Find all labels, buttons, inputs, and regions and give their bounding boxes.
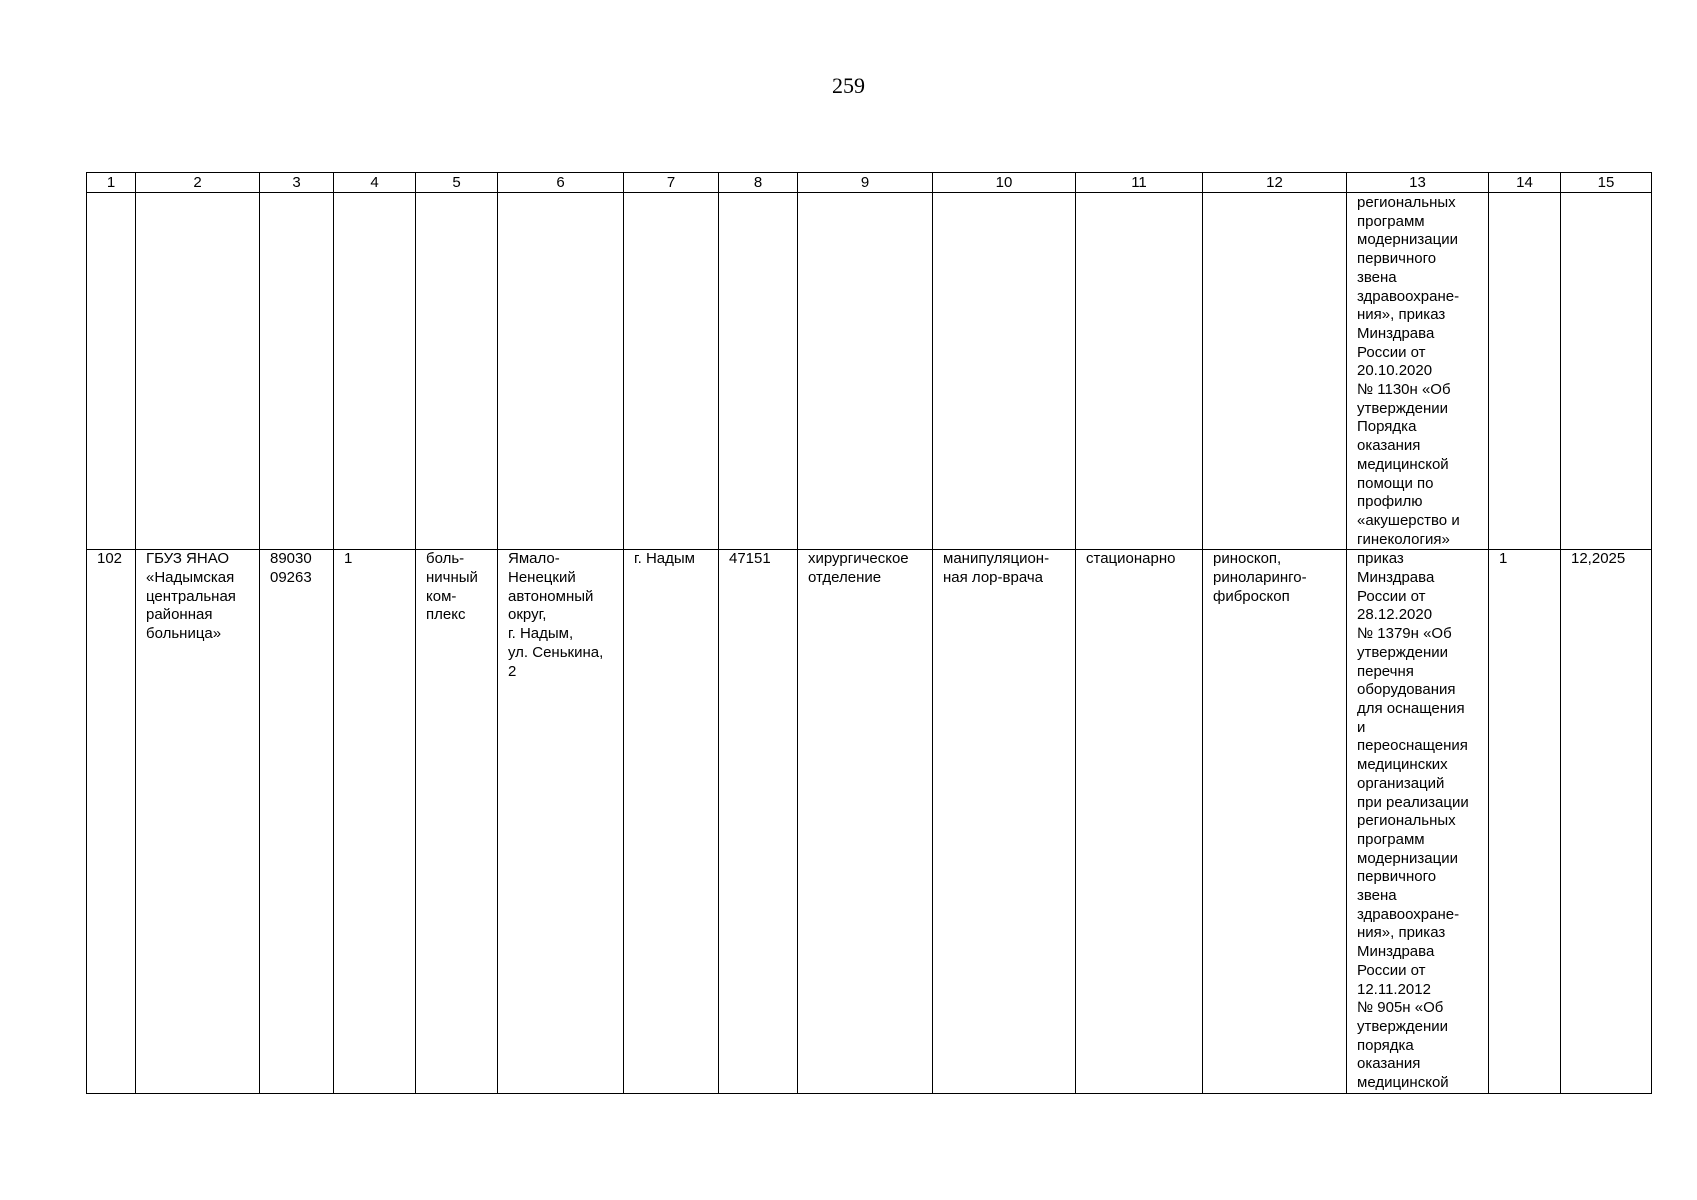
column-header: 14 (1489, 173, 1561, 193)
table-cell (933, 193, 1076, 550)
care-mode-cell: стационарно (1076, 550, 1203, 1093)
inn-cell: 89030 09263 (260, 550, 334, 1093)
city-cell: г. Надым (624, 550, 719, 1093)
table-cell (334, 193, 416, 550)
column-header: 11 (1076, 173, 1203, 193)
column-header: 13 (1347, 173, 1489, 193)
row-number-cell: 102 (87, 550, 136, 1093)
column-header: 1 (87, 173, 136, 193)
header-row (87, 173, 1652, 193)
organization-cell: ГБУЗ ЯНАО «Надымская центральная районная больница» (136, 550, 260, 1093)
column-header: 9 (798, 173, 933, 193)
table-cell (87, 193, 136, 550)
address-cell: Ямало- Ненецкий автономный округ, г. Надым, ул. Сенькина, 2 (498, 550, 624, 1093)
column-header: 8 (719, 173, 798, 193)
table-row-continuation (87, 193, 1652, 550)
table-cell (798, 193, 933, 550)
code-cell: 47151 (719, 550, 798, 1093)
department-cell: хирургическое отделение (798, 550, 933, 1093)
room-cell: манипуляцион- ная лор-врача (933, 550, 1076, 1093)
column-header: 10 (933, 173, 1076, 193)
table-cell (1561, 193, 1652, 550)
date-cell: 12,2025 (1561, 550, 1652, 1093)
table-cell: региональных программ модернизации первичного звена здравоохране- ния», приказ Минздрава России от 20.10.2020 № 1130н «Об утверждении Порядка оказания медицинской помощи по профилю «акушерство и гинекология» (1347, 193, 1489, 550)
column-header: 3 (260, 173, 334, 193)
quantity-cell: 1 (1489, 550, 1561, 1093)
column-header: 12 (1203, 173, 1347, 193)
column-header: 5 (416, 173, 498, 193)
column-header: 15 (1561, 173, 1652, 193)
equipment-table (86, 172, 1652, 1094)
table-cell (719, 193, 798, 550)
table-cell (136, 193, 260, 550)
table-cell (260, 193, 334, 550)
regulation-cell: приказ Минздрава России от 28.12.2020 № 1379н «Об утверждении перечня оборудования для оснащения и переоснащения медицинских организаций при реализации региональных программ модернизации первичного звена здравоохране- ния», приказ Минздрава России от 12.11.2012 № 905н «Об утверждении порядка оказания медицинской (1347, 550, 1489, 1093)
page-number: 259 (832, 73, 865, 98)
column-header: 4 (334, 173, 416, 193)
table-cell (624, 193, 719, 550)
table-cell (1489, 193, 1561, 550)
facility-type-cell: боль- ничный ком- плекс (416, 550, 498, 1093)
table-cell: 1 (334, 550, 416, 1093)
table-cell (1203, 193, 1347, 550)
column-header: 2 (136, 173, 260, 193)
table-cell (498, 193, 624, 550)
equipment-cell: риноскоп, риноларинго- фиброскоп (1203, 550, 1347, 1093)
column-header: 6 (498, 173, 624, 193)
table-cell (416, 193, 498, 550)
table-row-102 (87, 550, 1652, 1093)
table-cell (1076, 193, 1203, 550)
column-header: 7 (624, 173, 719, 193)
